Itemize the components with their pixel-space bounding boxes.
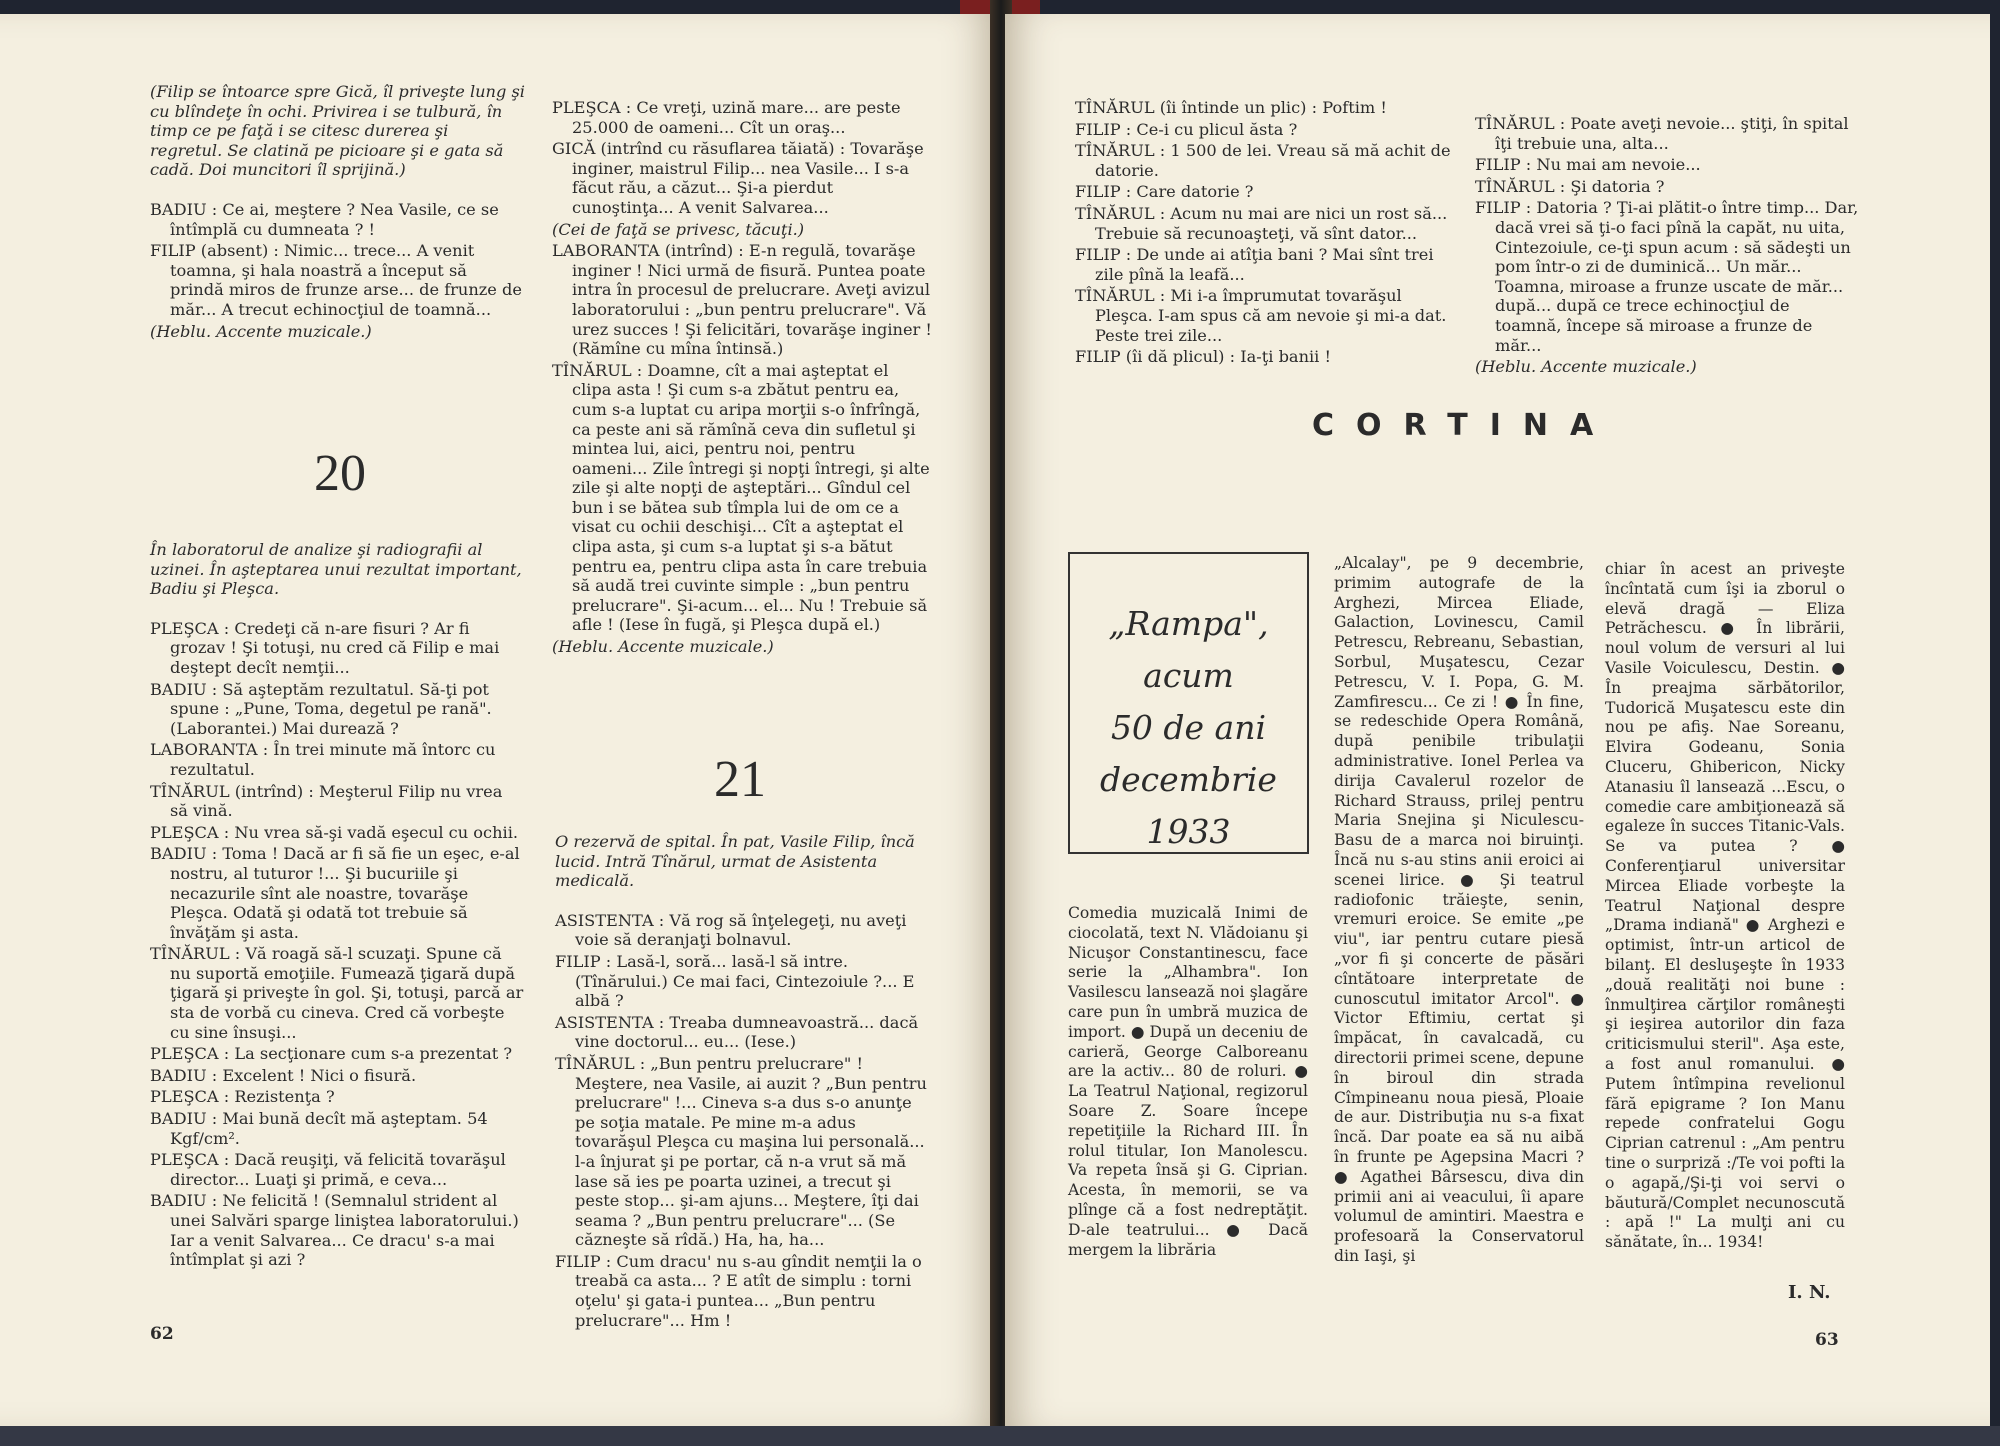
article-column-1 [1068, 904, 1308, 1260]
dialogue-line: PLEŞCA : Credeţi că n-are fisuri ? Ar fi grozav ! Şi totuşi, nu cred că Filip e mai deştept decît nemţii... [150, 618, 500, 677]
page-number: 63 [1815, 1330, 1839, 1350]
rampa-box [1068, 552, 1309, 854]
stage-direction: (Filip se întoarce spre Gică, îl priveşte lung şi cu blîndeţe în ochi. Privirea i se tulbură, în timp ce pe faţă i se citesc durerea şi regretul. Se clatină pe picioare şi e gata să cadă. Doi muncitori îl sprijină.) [150, 82, 525, 180]
dialogue-line: BADIU : Excelent ! Nici o fisură. [150, 1065, 417, 1085]
dialogue-line: LABORANTA (intrînd) : E-n regulă, tovarăşe inginer ! Nici urmă de fisură. Puntea poate intra în procesul de prelucrare. Aveţi avizul laboratorului : „bun pentru prelucrare". Vă urez succes ! Şi felicitări, tovarăşe inginer ! (Rămîne cu mîna întinsă.) [552, 241, 932, 359]
dialogue-line: TÎNĂRUL : Vă roagă să-l scuzaţi. Spune că nu suportă emoţiile. Fumează ţigară după ţigară şi priveşte în gol. Şi, totuşi, parcă ar sta de vorbă cu cineva. Cred că vorbeşte cu sine însuşi... [150, 944, 524, 1042]
box-title: „Rampa", [1108, 604, 1269, 643]
box-line: decembrie [1100, 760, 1277, 799]
dialogue-line: PLEŞCA : La secţionare cum s-a prezentat ? [150, 1044, 513, 1064]
right-column-top-1 [1075, 96, 1455, 369]
dialogue-line: TÎNĂRUL : „Bun pentru prelucrare" ! Meştere, nea Vasile, ai auzit ? „Bun pentru prelucrare" !... Cineva s-a dus s-o anunţe pe soţia matale. Pe mine m-a adus tovarăşul Pleşca cu maşina lui personală... l-a înjurat şi pe portar, că n-a vrut să mă lase să ies pe poarta uzinei, a trecut şi peste stop... şi-am ajuns... Meştere, îţi dai seama ? „Bun pentru prelucrare"... (Se căzneşte să rîdă.) Ha, ha, ha... [555, 1053, 927, 1250]
dialogue-line: PLEŞCA : Dacă reuşiţi, vă felicită tovarăşul director... Luaţi şi primă, e ceva... [150, 1150, 506, 1189]
dialogue-line: FILIP (absent) : Nimic... trece... A venit toamna, şi hala noastră a început să prindă miros de frunze arse... de frunze de măr... A trecut echinocţiul de toamnă... [150, 241, 522, 319]
dialogue-line: BADIU : Mai bună decît mă aşteptam. 54 Kgf/cm². [150, 1109, 488, 1148]
stage-direction: O rezervă de spital. În pat, Vasile Filip, încă lucid. Intră Tînărul, urmat de Asistenta medicală. [555, 832, 915, 891]
article-text: Comedia muzicală Inimi de ciocolată, text N. Vlădoianu şi Nicuşor Constantinescu, face serie la „Alhambra". Ion Vasilescu lansează noi şlagăre care pun în umbră muzica de import. ● După un deceniu de carieră, George Calboreanu are la activ... 80 de roluri. ● La Teatrul Naţional, regizorul Soare Z. Soare începe repetiţiile la Richard III. În rolul titular, Ion Manolescu. Va repeta însă şi G. Ciprian. Acesta, în memorii, se va plînge că a fost nedreptăţit. D-ale teatrului... ● Dacă mergem la librăria [1068, 904, 1308, 1259]
dialogue-line: GICĂ (intrînd cu răsuflarea tăiată) : Tovarăşe inginer, maistrul Filip... nea Vasile... I s-a făcut rău, a căzut... Şi-a pierdut cunoştinţa... A venit Salvarea... [552, 139, 924, 217]
author-signature: I. N. [1788, 1282, 1831, 1303]
scene-number: 20 [314, 445, 366, 502]
left-column-1 [150, 82, 525, 341]
dialogue-line: PLEŞCA : Ce vreţi, uzină mare... are peste 25.000 de oameni... Cît un oraş... [552, 98, 901, 137]
scene-number: 21 [714, 751, 766, 808]
page-number: 62 [150, 1324, 174, 1344]
left-column-2 [552, 96, 932, 657]
dialogue-line: FILIP : Care datorie ? [1075, 182, 1254, 202]
dialogue-line: FILIP : Lasă-l, soră... lasă-l să intre. (Tînărului.) Ce mai faci, Cintezoiule ?... E albă ? [555, 951, 915, 1011]
dialogue-line: PLEŞCA : Rezistenţa ? [150, 1087, 335, 1107]
stage-direction: În laboratorul de analize şi radiografii al uzinei. În aşteptarea unui rezultat important, Badiu şi Pleşca. [150, 540, 522, 599]
dialogue-line: BADIU : Ne felicită ! (Semnalul strident al unei Salvări sparge liniştea laboratorului.) Iar a venit Salvarea... Ce dracu' s-a mai întîmplat şi azi ? [150, 1191, 519, 1270]
section-title: CORTINA [1312, 408, 1616, 443]
stage-direction: (Cei de faţă se privesc, tăcuţi.) [552, 219, 805, 239]
dialogue-line: TÎNĂRUL : Poate aveţi nevoie... ştiţi, în spital îţi trebuie una, alta... [1475, 114, 1849, 153]
article-column-3 [1605, 560, 1845, 1253]
dialogue-line: FILIP : De unde ai atîţia bani ? Mai sînt trei zile pînă la leafă... [1075, 245, 1434, 284]
dialogue-line: BADIU : Toma ! Dacă ar fi să fie un eşec, e-al nostru, al tuturor !... Şi bucuriile şi necazurile sînt ale noastre, tovarăşe Pleşca. Odată şi odată tot trebuie să învăţăm şi asta. [150, 844, 520, 942]
dialogue-line: TÎNĂRUL : Doamne, cît a mai aşteptat el clipa asta ! Şi cum s-a zbătut pentru ea, cum s-a luptat cu aripa morţii s-o înfrîngă, ca peste ani să rămînă ceva din sufletul şi mintea lui, aici, pentru noi, pentru oameni... Zile întregi şi nopţi întregi, şi alte zile şi alte nopţi de aşteptări... Gîndul cel bun i se bătea sub tîmpla lui de om ce a visat cu ochii deschişi... Cît a aşteptat el clipa asta, şi cum s-a luptat şi s-a bătut pentru ea, pentru clipa asta în care trebuia să audă trei cuvinte simple : „bun pentru prelucrare". Şi-acum... el... Nu ! Trebuie să afle ! (Iese în fugă, şi Pleşca după el.) [552, 360, 930, 635]
box-line: acum [1143, 656, 1234, 695]
dialogue-line: TÎNĂRUL : Şi datoria ? [1475, 176, 1665, 196]
box-line: 50 de ani [1110, 708, 1267, 747]
dialogue-line: ASISTENTA : Vă rog să înţelegeţi, nu aveţi voie să deranjaţi bolnavul. [555, 910, 907, 950]
left-column-1-lower [150, 540, 525, 1272]
credit-line: (Heblu. Accente muzicale.) [150, 321, 372, 341]
article-text: „Alcalay", pe 9 decembrie, primim autografe de la Arghezi, Mircea Eliade, Galaction, Lovinescu, Camil Petrescu, Rebreanu, Sebastian, Sorbul, Muşatescu, Cezar Petrescu, V. I. Popa, G. M. Zamfirescu... Ce zi ! ● În fine, se redeschide Opera Română, după penibile tribulaţii administrative. Ionel Perlea va dirija Cavalerul rozelor de Richard Strauss, prilej pentru Maria Snejina şi Niculescu-Basu de a marca noi biruinţi. Încă nu s-au stins anii eroici ai scenei lirice. ● Şi teatrul radiofonic trăieşte, senin, vremuri eroice. Se emite „pe viu", iar pentru cutare piesă „vor fi şi concerte de păsări cîntătoare interpretate de cunoscutul imitator Arcol". ● Victor Eftimiu, certat şi împăcat, în cavalcadă, cu directorii primei scene, depune în biroul din strada Cîmpineanu noua piesă, Ploaie de aur. Distribuţia nu s-a fixat încă. Dar poate ea să nu aibă în frunte pe Agepsina Macri ? ● Agathei Bârsescu, diva din primii ani ai veacului, îi apare volumul de amintiri. Maestra e profesoară la Conservatorul din Iaşi, şi [1334, 554, 1584, 1265]
dialogue-line: PLEŞCA : Nu vrea să-şi vadă eşecul cu ochii. [150, 822, 519, 842]
dialogue-line: FILIP : Cum dracu' nu s-au gîndit nemţii la o treabă ca asta... ? E atît de simplu : torni oţelu' şi gata-i puntea... „Bun pentru prelucrare"... Hm ! [555, 1251, 922, 1330]
dialogue-line: FILIP : Datoria ? Ţi-ai plătit-o între timp... Dar, dacă vrei să ţi-o faci pînă la capăt, nu uita, Cintezoiule, ce-ţi spun acum : să sădeşti un pom într-o zi de duminică... Un măr... Toamna, miroase a frunze uscate de măr... după... după ce trece echinocţiul de toamnă, începe să miroase a frunze de măr... [1475, 198, 1859, 355]
credit-line: (Heblu. Accente muzicale.) [1475, 357, 1697, 377]
right-column-top-2 [1475, 112, 1860, 377]
dialogue-line: TÎNĂRUL (îi întinde un plic) : Poftim ! [1075, 98, 1387, 117]
dialogue-line: LABORANTA : În trei minute mă întorc cu rezultatul. [150, 740, 496, 779]
box-line: 1933 [1146, 812, 1231, 851]
dialogue-line: FILIP : Ce-i cu plicul ăsta ? [1075, 119, 1298, 139]
left-column-2-lower [555, 832, 935, 1332]
left-page [0, 14, 995, 1426]
dialogue-line: FILIP : Nu mai am nevoie... [1475, 155, 1701, 175]
dialogue-line: TÎNĂRUL : Acum nu mai are nici un rost să... Trebuie să recunoaşteţi, vă sînt dator... [1075, 203, 1448, 243]
dialogue-line: FILIP (îi dă plicul) : Ia-ţi banii ! [1075, 347, 1332, 367]
article-column-2 [1334, 554, 1584, 1267]
book-bottom-edge [0, 1426, 2000, 1446]
article-text: chiar în acest an priveşte încîntată cum îşi ia zborul o elevă dragă — Eliza Petrăchescu. ● În librării, noul volum de versuri al lui Vasile Voiculescu, Destin. ● În preajma sărbătorilor, Tudorică Muşatescu este din nou pe afiş. Nae Soreanu, Elvira Godeanu, Sonia Cluceru, Ghibericon, Nicky Atanasiu îl lansează ...Escu, o comedie care ambiţionează să egaleze în succes Titanic-Vals. Se va putea ? ● Conferenţiarul universitar Mircea Eliade vorbeşte la Teatrul Naţional despre „Drama indiană" ● Arghezi e optimist, într-un articol de bilanţ. El desluşeşte în 1933 „două realităţi noi bune : înmulţirea cărţilor româneşti şi ieşirea autorilor din faza criticismului steril". Aşa este, a fost anul romanului. ● Putem întîmpina revelionul fără epigrame ? Ion Manu repede confratelui Gogu Ciprian catrenul : „Am pentru tine o surpriză :/Te voi pofti la o agapă,/Şi-ţi voi servi o băutură/Complet necunoscută : apă !" La mulţi ani cu sănătate, în... 1934! [1605, 560, 1845, 1252]
dialogue-line: ASISTENTA : Treaba dumneavoastră... dacă vine doctorul... eu... (Iese.) [555, 1012, 919, 1052]
dialogue-line: TÎNĂRUL : 1 500 de lei. Vreau să mă achit de datorie. [1075, 141, 1451, 180]
credit-line: (Heblu. Accente muzicale.) [552, 637, 774, 657]
dialogue-line: BADIU : Ce ai, meştere ? Nea Vasile, ce se întîmplă cu dumneata ? ! [150, 199, 499, 239]
dialogue-line: BADIU : Să aşteptăm rezultatul. Să-ţi pot spune : „Pune, Toma, degetul pe rană". (Laborantei.) Mai durează ? [150, 679, 492, 738]
dialogue-line: TÎNĂRUL : Mi i-a împrumutat tovarăşul Pleşca. I-am spus că am nevoie şi mi-a dat. Peste trei zile... [1075, 286, 1447, 345]
dialogue-line: TÎNĂRUL (intrînd) : Meşterul Filip nu vrea să vină. [150, 781, 503, 821]
